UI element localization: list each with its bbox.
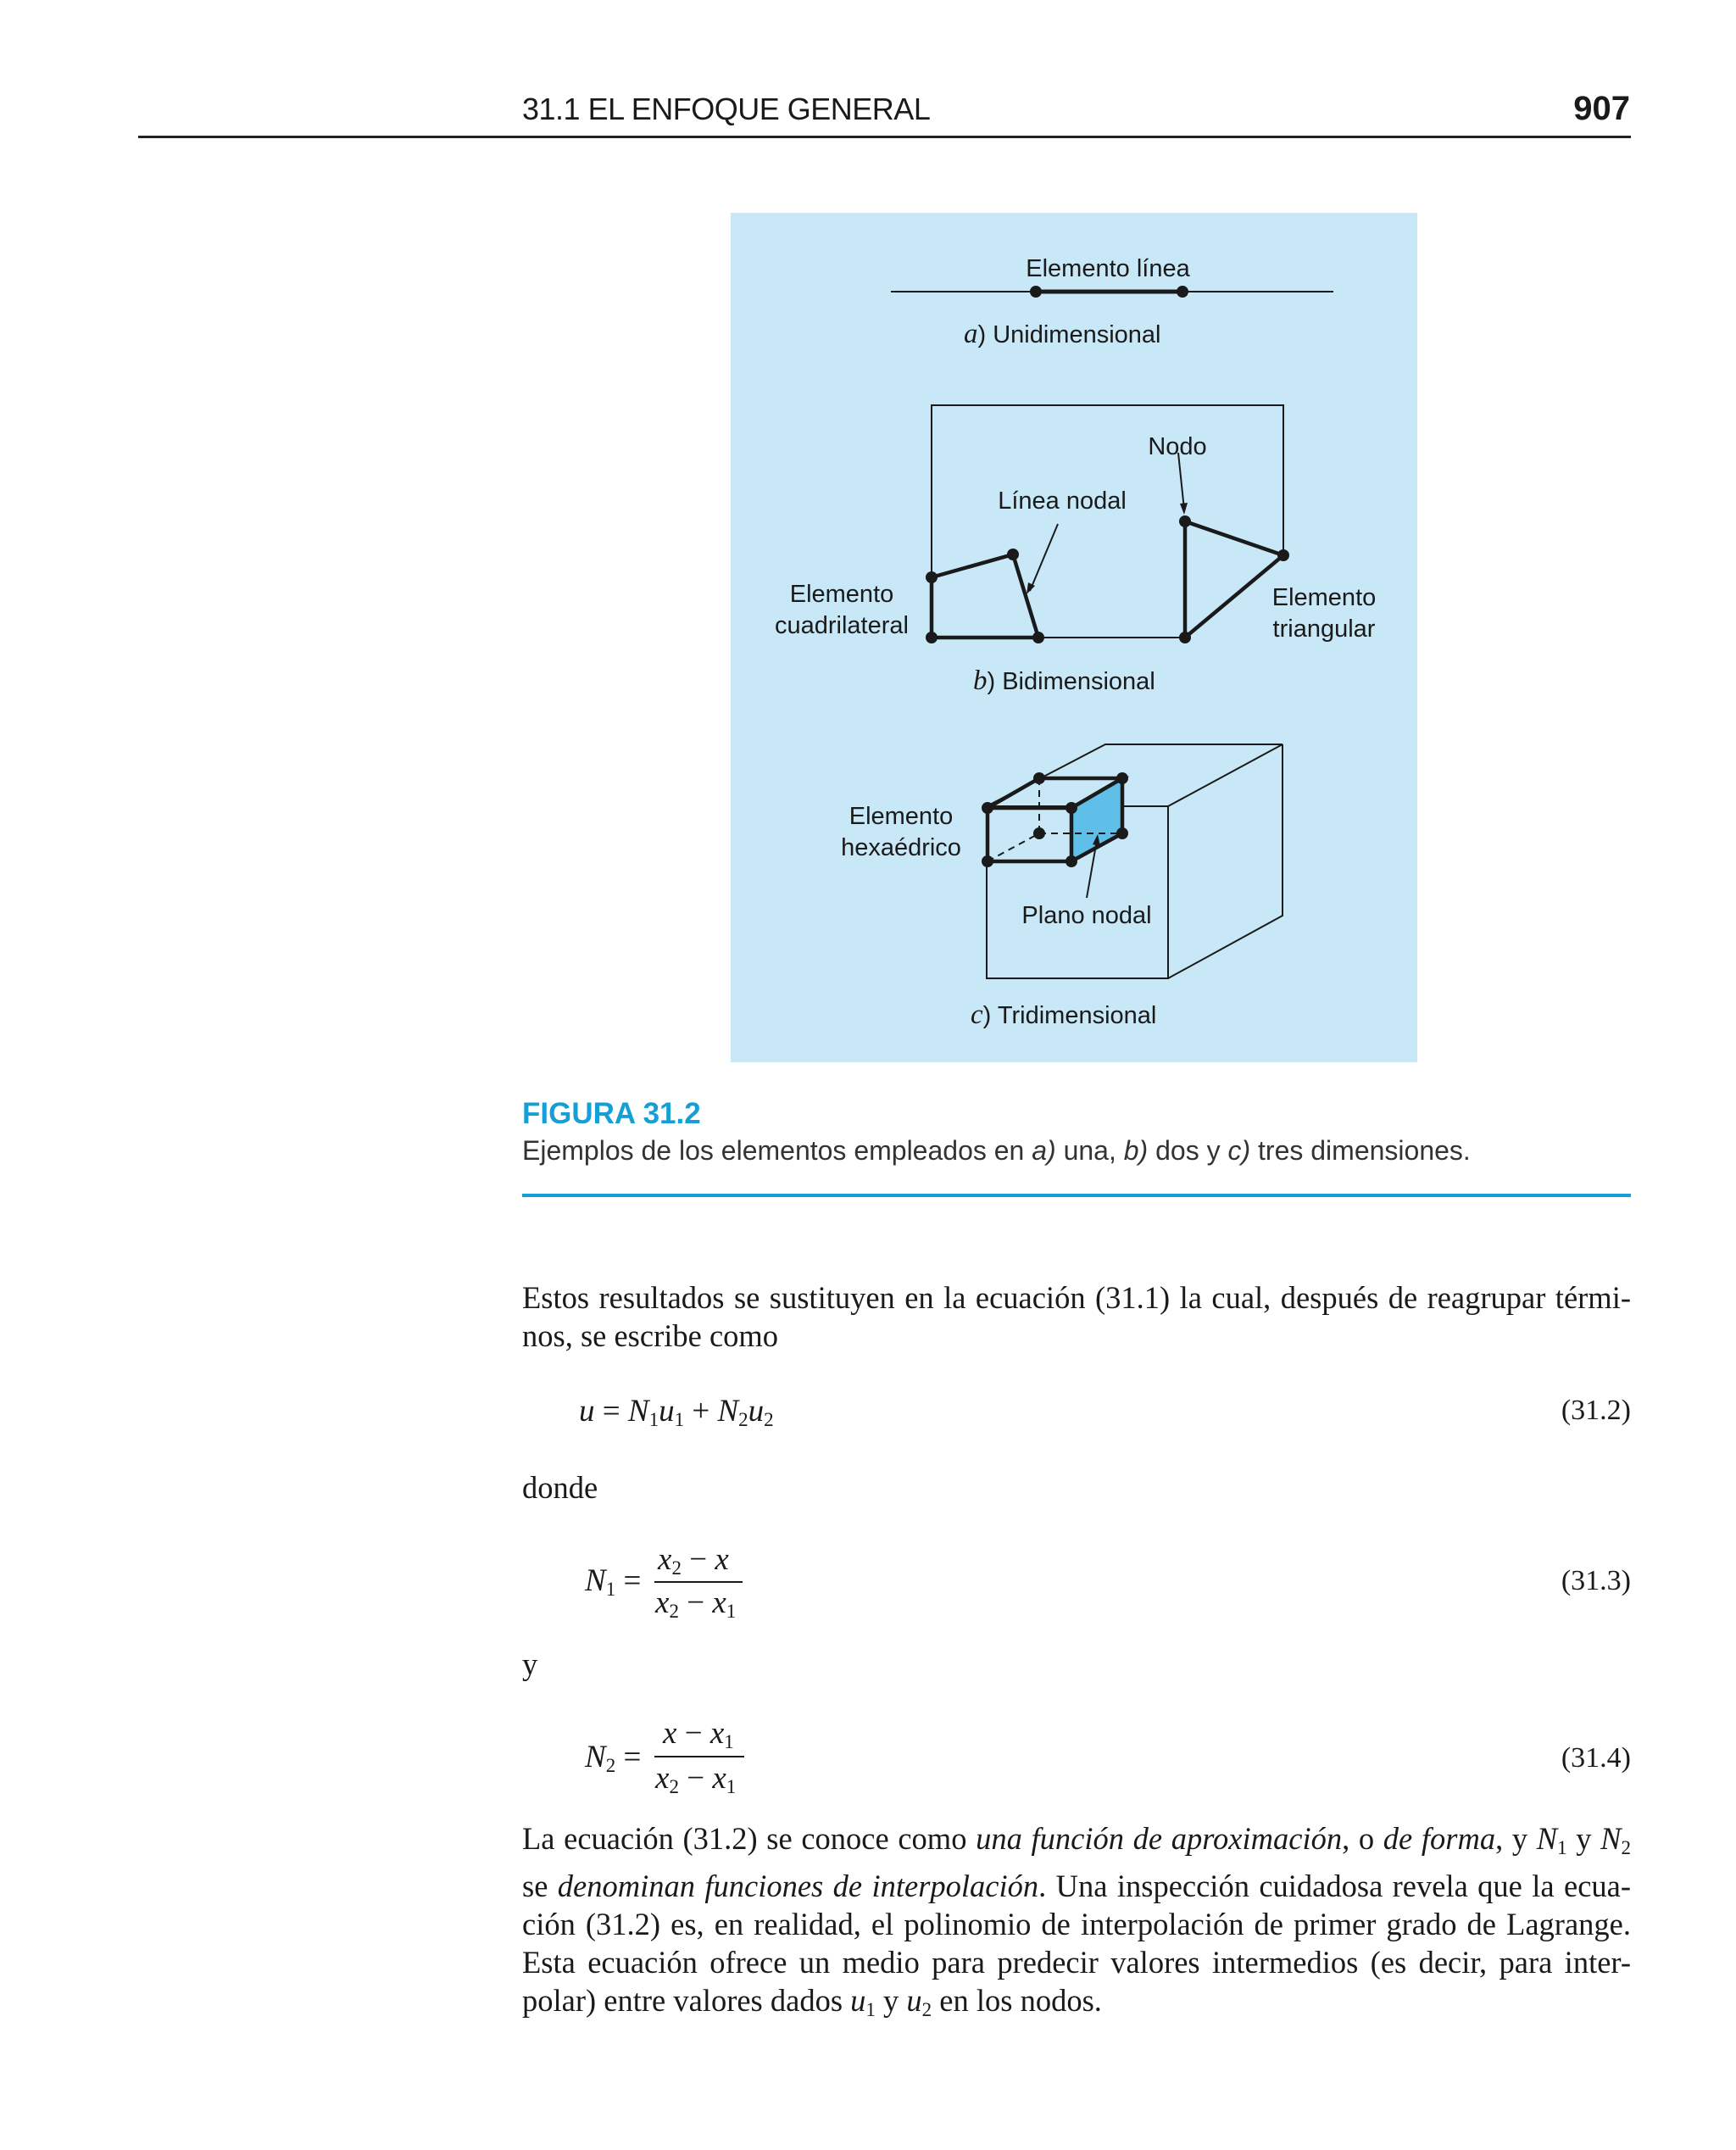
domain-cube-side	[1168, 744, 1283, 978]
equation-31-2-body: $u = N_1u_1 + N_2u_2$	[579, 1394, 774, 1430]
figure-diagram	[731, 213, 1417, 1062]
quad-node-4	[926, 632, 938, 643]
hex-node-8	[1033, 827, 1045, 839]
page-number: 907	[1573, 90, 1630, 127]
hex-node-5	[1033, 772, 1045, 784]
paragraph-2-line-1: La ecuación (31.2) se conoce como una función de aproximación, o de forma, y $N_1$ y $N_2$	[522, 1821, 1632, 1858]
hex-label-line-1: Elemento	[849, 803, 954, 830]
paragraph-2-line-5: polar) entre valores dados $u_1$ y $u_2$ en los nodos.	[522, 1983, 1102, 2020]
paragraph-2	[522, 1819, 1631, 2029]
hex-node-7	[1116, 827, 1128, 839]
figure-rule	[522, 1194, 1631, 1197]
equation-31-3-number: (31.3)	[1561, 1565, 1631, 1596]
tri-node-2	[1277, 549, 1289, 561]
tri-label-line-1: Elemento	[1271, 584, 1377, 611]
figure-panel	[731, 213, 1417, 1062]
paragraph-1-line-2: nos, se escribe como	[522, 1318, 779, 1353]
node-leader	[1178, 453, 1184, 510]
caption-a	[964, 319, 1161, 349]
equation-31-4-number: (31.4)	[1561, 1742, 1631, 1774]
equation-31-4-lhs: $N_2$ =	[585, 1740, 642, 1776]
hex-node-1	[982, 802, 993, 814]
quad-node-2	[1007, 549, 1019, 560]
paragraph-2-line-4: Esta ecuación ofrece un medio para predecir valores intermedios (es decir, para inter-	[522, 1945, 1631, 1980]
hex-front-face	[988, 808, 1071, 861]
equation-31-2-number: (31.2)	[1561, 1395, 1631, 1426]
caption-a-letter: a	[964, 319, 978, 349]
line-node-2	[1177, 286, 1188, 298]
triangular-element	[1185, 521, 1283, 638]
hex-node-2	[1066, 802, 1077, 814]
figure-caption: Ejemplos de los elementos empleados en a) una, b) dos y c) tres dimensiones.	[522, 1135, 1471, 1166]
domain-boundary	[932, 405, 1283, 638]
equation-31-4-fraction-bar	[654, 1756, 744, 1757]
tri-node-3	[1179, 632, 1191, 643]
quad-node-3	[1032, 632, 1044, 643]
hex-node-3	[1066, 855, 1077, 867]
donde-text: donde	[522, 1470, 598, 1505]
equation-31-3-denominator: $x_2 - x_1$	[655, 1585, 737, 1622]
element-line-label: Elemento línea	[1026, 255, 1190, 282]
nodal-line-arrowhead	[1027, 582, 1035, 594]
header-rule	[138, 136, 1631, 138]
caption-c	[971, 1000, 1156, 1030]
caption-c-text: ) Tridimensional	[982, 1002, 1157, 1029]
running-header-section: 31.1 EL ENFOQUE GENERAL	[522, 92, 931, 126]
line-node-1	[1030, 286, 1042, 298]
quad-label-line-2: cuadrilateral	[775, 612, 909, 639]
hex-label-line-2: hexaédrico	[841, 834, 961, 861]
nodal-plane-label: Plano nodal	[1021, 902, 1152, 929]
figure-title: FIGURA 31.2	[522, 1097, 701, 1130]
domain-cube-top-right	[987, 744, 1283, 806]
nodal-line-leader	[1030, 524, 1058, 591]
equation-31-3-lhs: $N_1$ =	[585, 1563, 642, 1600]
caption-c-letter: c	[971, 1000, 983, 1030]
caption-a-text: ) Unidimensional	[977, 321, 1161, 348]
node-label: Nodo	[1148, 433, 1207, 460]
paragraph-1-line-1: Estos resultados se sustituyen en la ecuación (31.1) la cual, después de reagrupar térmi-	[522, 1280, 1631, 1315]
nodal-line-label: Línea nodal	[998, 487, 1127, 515]
caption-b	[973, 666, 1155, 696]
equation-31-4	[0, 1715, 1736, 1800]
hex-hidden-edge-3	[988, 833, 1039, 861]
equation-31-4-denominator: $x_2 - x_1$	[655, 1761, 737, 1797]
tri-label-line-2: triangular	[1272, 615, 1376, 643]
paragraph-1	[522, 1278, 1631, 1355]
quadrilateral-element	[932, 554, 1038, 638]
caption-b-text: ) Bidimensional	[987, 668, 1155, 695]
quad-label-line-1: Elemento	[789, 581, 894, 608]
quad-node-1	[926, 571, 938, 583]
caption-b-letter: b	[973, 666, 988, 696]
paragraph-2-line-3: ción (31.2) es, en realidad, el polinomio de interpolación de primer grado de Lagrange.	[522, 1907, 1631, 1941]
equation-31-3-numerator: $x_2 - x$	[658, 1542, 729, 1579]
y-text: y	[522, 1646, 538, 1681]
equation-31-3	[0, 1541, 1736, 1626]
tri-node-1	[1179, 515, 1191, 527]
node-arrowhead	[1180, 503, 1188, 515]
equation-31-3-fraction-bar	[654, 1581, 743, 1583]
paragraph-2-line-2: se denominan funciones de interpolación. Una inspección cuidadosa revela que la ecua-	[522, 1869, 1631, 1903]
hex-node-6	[1116, 772, 1128, 784]
hex-node-4	[982, 855, 993, 867]
equation-31-4-numerator: $x - x_1$	[663, 1716, 734, 1752]
